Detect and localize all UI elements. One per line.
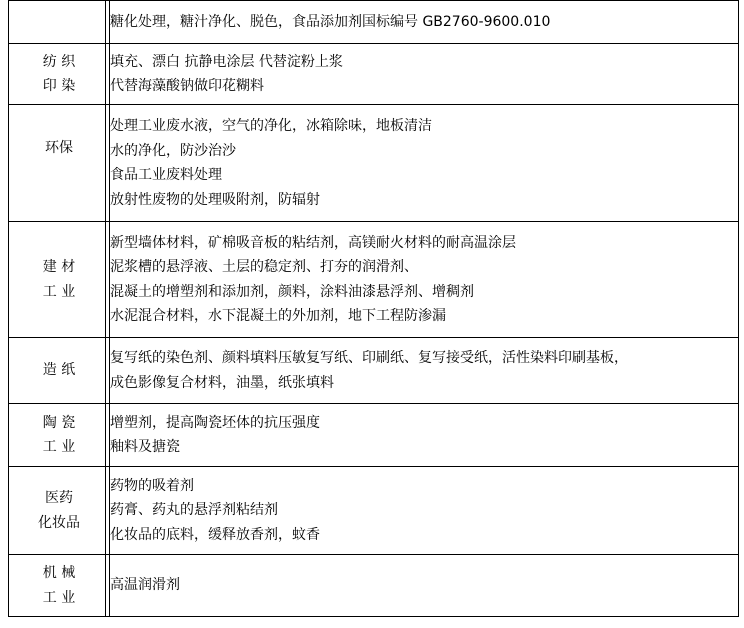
description-line: 处理工业废水液，空气的净化，冰箱除味，地板清洁 <box>110 118 432 134</box>
description-line: 药膏、药丸的悬浮剂粘结剂 <box>110 502 278 519</box>
table-row <box>9 555 739 617</box>
description-line: 水泥混合材料，水下混凝土的外加剂，地下工程防渗漏 <box>110 308 446 324</box>
category-label: 工 业 <box>42 439 76 455</box>
category-cell <box>9 44 110 105</box>
category-cell <box>9 555 110 617</box>
category-label: 造 纸 <box>42 362 76 379</box>
category-label: 建 材 <box>42 259 76 275</box>
category-cell <box>9 105 110 222</box>
description-cell <box>110 404 739 467</box>
description-line: 泥浆槽的悬浮液、土层的稳定剂、打夯的润滑剂、 <box>110 259 418 275</box>
description-cell <box>110 105 739 222</box>
description-line: 新型墙体材料，矿棉吸音板的粘结剂，高镁耐火材料的耐高温涂层 <box>110 234 516 251</box>
description-line: 化妆品的底料，缓释放香剂，蚊香 <box>110 526 320 543</box>
category-label: 医药 <box>45 490 73 506</box>
category-cell <box>9 1 110 44</box>
description-line: 填充、漂白 抗静电涂层 代替淀粉上浆 <box>110 53 343 70</box>
description-cell <box>110 44 739 105</box>
description-line: 代替海藻酸钠做印花糊料 <box>110 78 264 94</box>
description-cell <box>110 1 739 44</box>
category-label: 机 械 <box>42 565 76 581</box>
description-line: 复写纸的染色剂、颜料填料压敏复写纸、印刷纸、复写接受纸，活性染料印刷基板， <box>110 350 628 366</box>
category-cell <box>9 338 110 404</box>
category-label: 印 染 <box>42 78 76 94</box>
table-row <box>9 105 739 222</box>
description-cell <box>110 222 739 338</box>
description-line: 食品工业废料处理 <box>110 167 222 183</box>
table-row <box>9 44 739 105</box>
description-line: 水的净化，防沙治沙 <box>110 142 236 159</box>
description-cell <box>110 467 739 555</box>
category-cell <box>9 404 110 467</box>
category-label: 工 业 <box>42 283 76 300</box>
category-label: 环保 <box>45 140 73 156</box>
category-cell <box>9 222 110 338</box>
category-label: 陶 瓷 <box>42 414 76 431</box>
description-line: 药物的吸着剂 <box>110 477 194 494</box>
table-row <box>9 404 739 467</box>
category-label: 纺 织 <box>42 53 76 70</box>
table-row <box>9 1 739 44</box>
description-cell <box>110 555 739 617</box>
description-line: 混凝土的增塑剂和添加剂，颜料，涂料油漆悬浮剂、增稠剂 <box>110 283 474 300</box>
table-row <box>9 222 739 338</box>
table-row <box>9 338 739 404</box>
table-row <box>9 467 739 555</box>
category-label: 工 业 <box>42 589 76 606</box>
category-cell <box>9 467 110 555</box>
category-label: 化妆品 <box>38 514 80 531</box>
description-cell <box>110 338 739 404</box>
description-line: 成色影像复合材料，油墨，纸张填料 <box>110 374 334 391</box>
description-line: 釉料及搪瓷 <box>110 439 180 455</box>
description-line: 放射性废物的处理吸附剂，防辐射 <box>110 191 320 208</box>
description-line: 高温润滑剂 <box>110 577 180 594</box>
applications-table <box>8 0 739 617</box>
description-line: 增塑剂，提高陶瓷坯体的抗压强度 <box>110 414 320 431</box>
description-line: 糖化处理，糖汁净化、脱色，食品添加剂国标编号 GB2760-9600.010 <box>110 13 551 30</box>
